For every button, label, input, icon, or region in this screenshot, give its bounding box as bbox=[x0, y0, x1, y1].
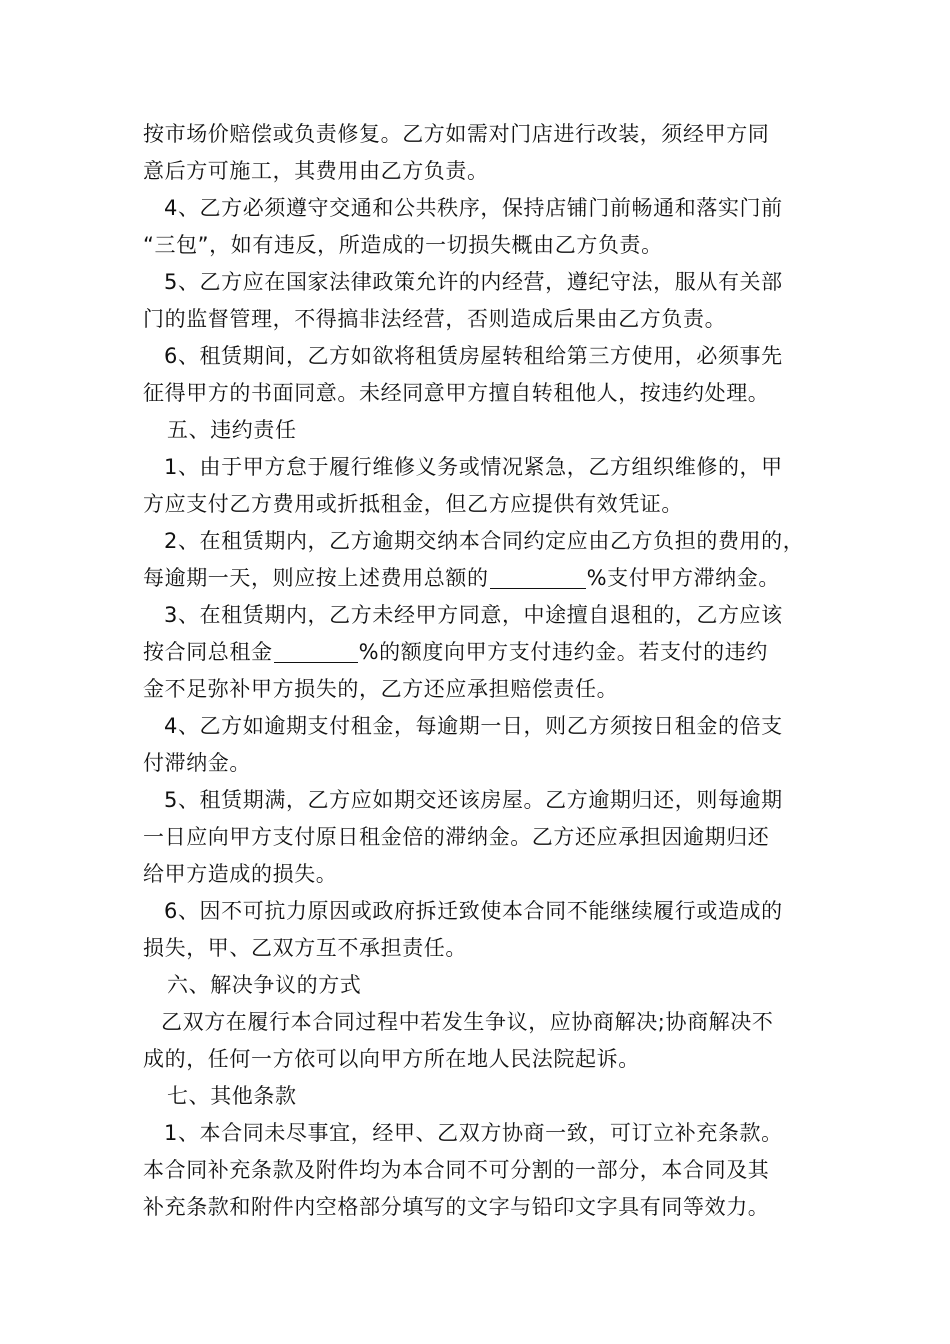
section-heading-disputes: 六、解决争议的方式 bbox=[167, 973, 362, 997]
text-line: 按市场价赔偿或负责修复。乙方如需对门店进行改装，须经甲方同 bbox=[143, 122, 770, 146]
text-line-with-blank bbox=[143, 634, 823, 671]
text-segment: %的额度向甲方支付违约金。若支付的违约 bbox=[358, 640, 768, 664]
section-heading-breach: 五、违约责任 bbox=[167, 418, 297, 442]
clause-3-line: 3、在租赁期内，乙方未经甲方同意，中途擅自退租的，乙方应该 bbox=[164, 603, 783, 627]
text-line: 征得甲方的书面同意。未经同意甲方擅自转租他人，按违约处理。 bbox=[143, 381, 770, 405]
text-line: 补充条款和附件内空格部分填写的文字与铅印文字具有同等效力。 bbox=[143, 1195, 770, 1219]
text-segment: 按合同总租金 bbox=[143, 640, 273, 664]
section-heading-other-terms: 七、其他条款 bbox=[167, 1084, 297, 1108]
text-line: 一日应向甲方支付原日租金倍的滞纳金。乙方还应承担因逾期归还 bbox=[143, 825, 770, 849]
text-line: 本合同补充条款及附件均为本合同不可分割的一部分，本合同及其 bbox=[143, 1158, 770, 1182]
text-line: “三包”，如有违反，所造成的一切损失概由乙方负责。 bbox=[143, 233, 663, 257]
clause-4-line: 4、乙方如逾期支付租金，每逾期一日，则乙方须按日租金的倍支 bbox=[164, 714, 783, 738]
text-segment: %支付甲方滞纳金。 bbox=[586, 566, 780, 590]
clause-6-line: 6、租赁期间，乙方如欲将租赁房屋转租给第三方使用，必须事先 bbox=[164, 344, 783, 368]
fill-in-blank bbox=[490, 564, 586, 589]
clause-6-line: 6、因不可抗力原因或政府拆迁致使本合同不能继续履行或造成的 bbox=[164, 899, 783, 923]
text-line: 方应支付乙方费用或折抵租金，但乙方应提供有效凭证。 bbox=[143, 492, 683, 516]
clause-5-line: 5、租赁期满，乙方应如期交还该房屋。乙方逾期归还，则每逾期 bbox=[164, 788, 783, 812]
text-line: 乙双方在履行本合同过程中若发生争议，应协商解决;协商解决不 bbox=[161, 1010, 774, 1034]
clause-5-line: 5、乙方应在国家法律政策允许的内经营，遵纪守法，服从有关部 bbox=[164, 270, 783, 294]
fill-in-blank bbox=[274, 638, 358, 663]
text-line: 意后方可施工，其费用由乙方负责。 bbox=[143, 159, 489, 183]
text-line: 门的监督管理，不得搞非法经营，否则造成后果由乙方负责。 bbox=[143, 307, 727, 331]
contract-body bbox=[143, 116, 823, 1226]
clause-1-line: 1、本合同未尽事宜，经甲、乙双方协商一致，可订立补充条款。 bbox=[164, 1121, 783, 1145]
clause-4-line: 4、乙方必须遵守交通和公共秩序，保持店铺门前畅通和落实门前 bbox=[164, 196, 783, 220]
clause-1-line: 1、由于甲方怠于履行维修义务或情况紧急，乙方组织维修的，甲 bbox=[164, 455, 783, 479]
text-line: 金不足弥补甲方损失的，乙方还应承担赔偿责任。 bbox=[143, 677, 619, 701]
clause-2-line: 2、在租赁期内，乙方逾期交纳本合同约定应由乙方负担的费用的， bbox=[164, 529, 805, 553]
text-line: 成的，任何一方依可以向甲方所在地人民法院起诉。 bbox=[143, 1047, 640, 1071]
text-line: 付滞纳金。 bbox=[143, 751, 251, 775]
text-line: 损失，甲、乙双方互不承担责任。 bbox=[143, 936, 467, 960]
text-line-with-blank bbox=[143, 560, 823, 597]
text-segment: 每逾期一天，则应按上述费用总额的 bbox=[143, 566, 489, 590]
text-line: 给甲方造成的损失。 bbox=[143, 862, 338, 886]
